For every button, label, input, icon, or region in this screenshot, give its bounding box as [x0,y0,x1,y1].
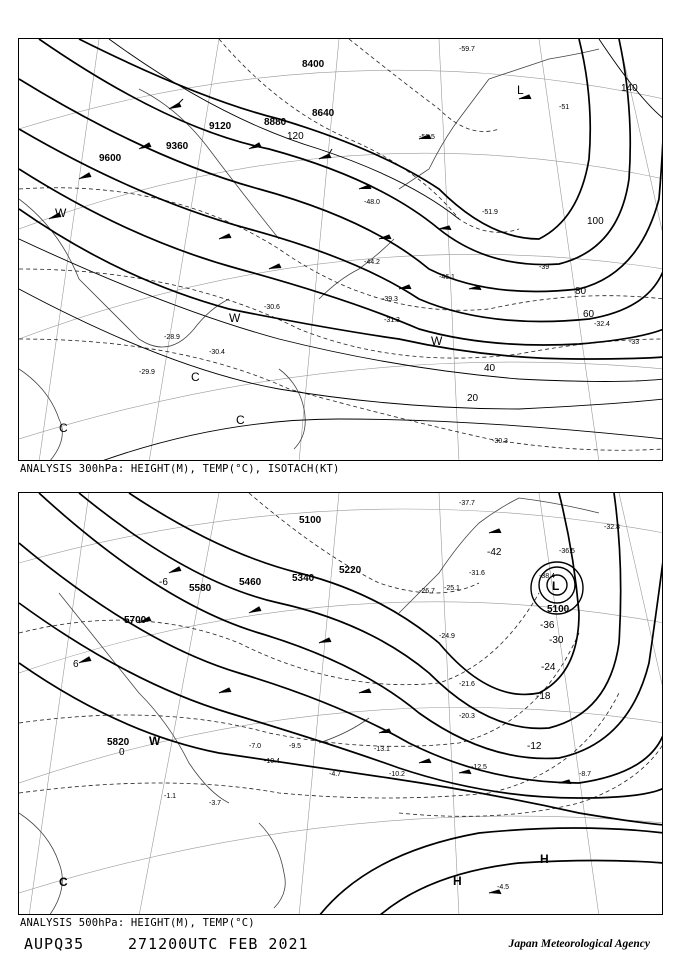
station-value: -13.1 [374,746,390,753]
station-value: -8.7 [579,771,592,778]
height-label: 9600 [99,153,122,164]
station-value: -25.1 [444,585,460,592]
temp-label: -39.3 [382,296,398,303]
isotachs [19,39,663,461]
isotach-label: 140 [621,83,638,94]
coastline [19,498,599,915]
temp-label: -48.0 [364,199,380,206]
height-label: 5220 [339,565,362,576]
warm-marker: W [431,334,443,348]
height-label: 8400 [302,59,325,70]
station-value: -21.6 [459,681,475,688]
isotach-label: 20 [467,393,479,404]
low-marker: L [552,579,560,593]
station-value: -4.7 [329,771,342,778]
height-label: 5700 [124,615,147,626]
station-value: -26.7 [419,588,435,595]
station-value: -38.4 [539,573,555,580]
station-value: -12.5 [471,764,487,771]
station-value: -9.5 [289,743,302,750]
valid-time: 271200UTC FEB 2021 [128,935,309,953]
isotach-label: 60 [583,309,595,320]
warm-marker: W [229,311,241,325]
temp-contour-label: -42 [487,547,502,558]
temp-label: -51 [559,104,570,111]
station-value: -10.2 [389,771,405,778]
station-values [164,500,620,891]
station-value: -32.8 [604,524,620,531]
map-300hpa-svg [19,39,663,461]
temp-contour-label: -24 [541,662,556,673]
height-label: 5100 [299,515,322,526]
cold-marker: C [236,413,245,427]
isotach-label: 80 [575,286,587,297]
height-label: 5460 [239,577,262,588]
warm-marker: W [149,734,161,748]
map-500hpa-svg [19,493,663,915]
temp-label: -29.9 [139,369,155,376]
station-value: -10.4 [264,758,280,765]
height-label: 5580 [189,583,212,594]
isotherms [19,493,663,816]
cold-marker: C [191,370,200,384]
temp-contour-label: -30 [549,635,564,646]
temp-label: -30.6 [264,304,280,311]
analysis-300hpa-map [18,38,663,461]
station-value: -4.5 [497,884,510,891]
station-value: -1.1 [164,793,177,800]
height-label: 5100 [547,604,570,615]
temp-label: -59.7 [459,46,475,53]
height-label: 9360 [166,141,189,152]
temp-label: -32.4 [594,321,610,328]
temp-contour-label: -36 [540,620,555,631]
warm-marker: W [55,206,67,220]
station-value: -7.0 [249,743,262,750]
cold-marker: C [59,421,68,435]
station-value: -20.3 [459,713,475,720]
station-value: -24.9 [439,633,455,640]
height-label: 5820 [107,737,130,748]
cold-marker: C [59,875,68,889]
temp-contour-label: 0 [119,747,125,758]
station-value: -3.7 [209,800,222,807]
temp-label: -28.9 [164,334,180,341]
height-label: 8640 [312,108,335,119]
high-marker: H [453,874,462,888]
temp-label: -31.3 [384,317,400,324]
temp-label: -39 [539,264,550,271]
analysis-500hpa-map [18,492,663,915]
temp-contour-label: -18 [536,691,551,702]
station-value: -31.6 [469,570,485,577]
station-value: -37.7 [459,500,475,507]
height-contours [19,493,663,915]
low-marker: L [517,83,524,97]
height-label: 9120 [209,121,232,132]
temp-contour-label: -6 [159,577,168,588]
height-label: 5340 [292,573,315,584]
station-value: -36.5 [559,548,575,555]
isotach-label: 40 [484,363,496,374]
chart-id: AUPQ35 [24,935,85,953]
wind-barbs [49,95,531,290]
temp-contour-label: 6 [73,659,79,670]
isotherms [19,39,663,450]
temp-label: -51.9 [482,209,498,216]
agency-name: Japan Meteorological Agency [508,938,650,950]
isotach-label: 120 [287,131,304,142]
temp-label: -30.4 [209,349,225,356]
high-marker: H [540,852,549,866]
corner-value: -30.3 [492,438,508,445]
temp-contour-label: -12 [527,741,542,752]
temp-label: -50.5 [419,134,435,141]
temp-label: -46.1 [439,274,455,281]
temp-labels [139,46,639,376]
height-label: 8880 [264,117,287,128]
caption-300hpa: ANALYSIS 300hPa: HEIGHT(M), TEMP(°C), ISOTACH(KT) [20,463,340,475]
height-contours [19,39,663,359]
temp-label: -33 [629,339,640,346]
isotach-labels [287,83,638,404]
isotach-label: 100 [587,216,604,227]
temp-label: -44.2 [364,259,380,266]
caption-500hpa: ANALYSIS 500hPa: HEIGHT(M), TEMP(°C) [20,917,255,929]
wind-barbs [79,529,571,894]
